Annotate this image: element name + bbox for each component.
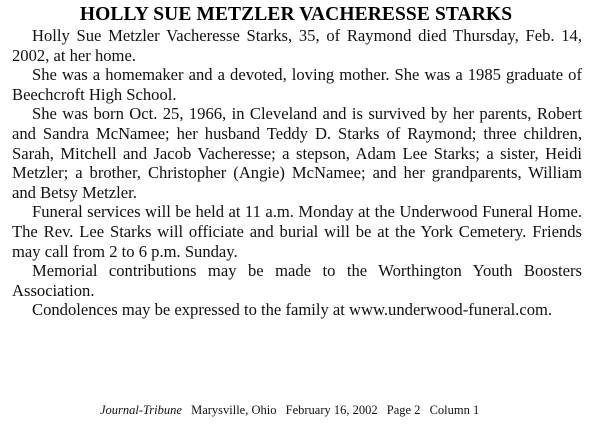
paragraph-occupation: She was a homemaker and a devoted, loving mother. She was a 1985 graduate of Beechcroft High School. — [12, 65, 582, 104]
page-number: Page 2 — [386, 403, 421, 417]
obituary-body — [12, 26, 582, 320]
newspaper-location: Marysville, Ohio — [191, 403, 277, 417]
paragraph-memorial-contributions: Memorial contributions may be made to the Worthington Youth Boosters Association. — [12, 261, 582, 300]
source-citation — [100, 403, 479, 418]
paragraph-death-notice: Holly Sue Metzler Vacheresse Starks, 35, of Raymond died Thursday, Feb. 14, 2002, at her home. — [12, 26, 582, 65]
paragraph-survivors: She was born Oct. 25, 1966, in Cleveland and is survived by her parents, Robert and Sandra McNamee; her husband Teddy D. Starks of Raymond; three children, Sarah, Mitchell and Jacob Vacheresse; a stepson, Adam Lee Starks; a sister, Heidi Metzler; a brother, Christopher (Angie) McNamee; and her grandparents, William and Betsy Metzler. — [12, 104, 582, 202]
publication-date: February 16, 2002 — [285, 403, 378, 417]
paragraph-funeral-services: Funeral services will be held at 11 a.m. Monday at the Underwood Funeral Home. The Rev. Lee Starks will officiate and burial will be at the York Cemetery. Friends may call from 2 to 6 p.m. Sunday. — [12, 202, 582, 261]
column-number: Column 1 — [429, 403, 480, 417]
newspaper-name: Journal-Tribune — [100, 403, 182, 417]
obituary-headline: HOLLY SUE METZLER VACHERESSE STARKS — [79, 4, 513, 25]
paragraph-condolences: Condolences may be expressed to the family at www.underwood-funeral.com. — [32, 300, 553, 320]
